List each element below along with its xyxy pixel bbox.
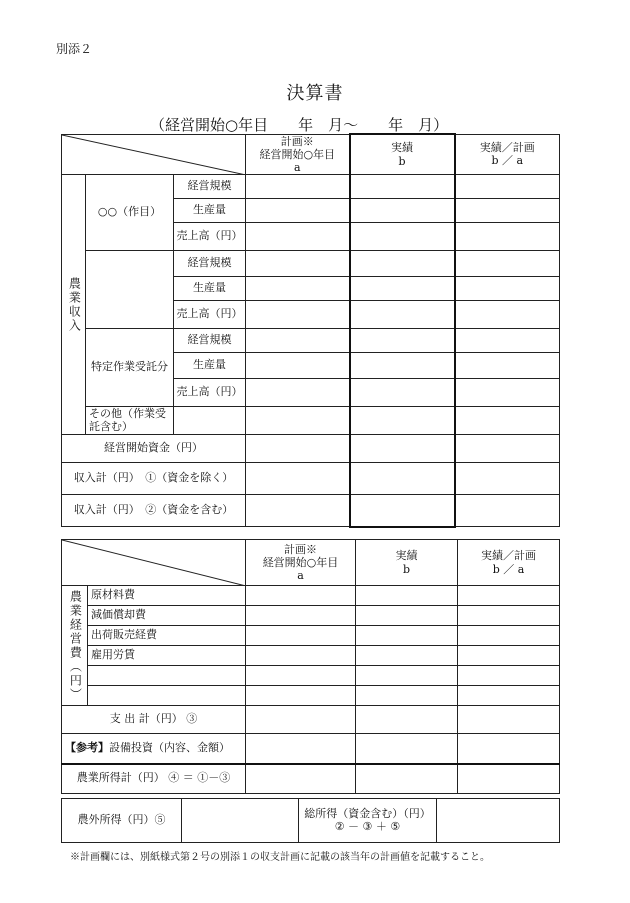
sales-label: 売上高（円） bbox=[174, 379, 246, 407]
input-cell[interactable] bbox=[356, 586, 458, 606]
output-label: 生産量 bbox=[174, 277, 246, 301]
total-income-line2: ② － ③ ＋ ⑤ bbox=[334, 819, 401, 833]
reference-text: 設備投資（内容、金額） bbox=[109, 740, 230, 754]
input-cell[interactable] bbox=[350, 463, 455, 495]
farm-income-total-label: 農業所得計（円） ④ ＝ ①－③ bbox=[62, 764, 246, 794]
startup-funds-label: 経営開始資金（円） bbox=[62, 435, 246, 463]
input-cell[interactable] bbox=[455, 251, 560, 277]
input-cell[interactable] bbox=[246, 379, 350, 407]
input-cell[interactable] bbox=[455, 329, 560, 353]
input-cell[interactable] bbox=[246, 251, 350, 277]
input-cell[interactable] bbox=[350, 223, 455, 251]
input-cell[interactable] bbox=[458, 626, 560, 646]
other-income-label: その他（作業受託含む） bbox=[86, 407, 174, 435]
actual-header bbox=[356, 540, 458, 586]
actual-header-line2: b bbox=[402, 562, 411, 576]
input-cell[interactable] bbox=[246, 706, 356, 734]
plan-header-line1: 計画※ bbox=[280, 134, 314, 148]
crop2-label bbox=[86, 251, 174, 329]
ratio-header bbox=[458, 540, 560, 586]
input-cell[interactable] bbox=[246, 301, 350, 329]
input-cell[interactable] bbox=[437, 799, 560, 843]
input-cell[interactable] bbox=[458, 734, 560, 764]
input-cell[interactable] bbox=[246, 626, 356, 646]
input-cell[interactable] bbox=[246, 666, 356, 686]
input-cell[interactable] bbox=[350, 353, 455, 379]
input-cell[interactable] bbox=[246, 646, 356, 666]
input-cell[interactable] bbox=[356, 646, 458, 666]
input-cell[interactable] bbox=[350, 251, 455, 277]
input-cell[interactable] bbox=[356, 706, 458, 734]
contract-work-label: 特定作業受託分 bbox=[86, 329, 174, 407]
output-label: 生産量 bbox=[174, 199, 246, 223]
ratio-header bbox=[455, 134, 560, 175]
input-cell[interactable] bbox=[350, 407, 455, 435]
total-income-label bbox=[299, 799, 437, 843]
income-table bbox=[61, 133, 560, 528]
diagonal-line bbox=[62, 135, 246, 175]
input-cell[interactable] bbox=[246, 495, 350, 527]
nonfarm-income-label: 農外所得（円）⑤ bbox=[62, 799, 182, 843]
input-cell[interactable] bbox=[455, 463, 560, 495]
reference-tag: 【参考】 bbox=[65, 740, 109, 754]
input-cell[interactable] bbox=[246, 764, 356, 794]
input-cell[interactable] bbox=[246, 463, 350, 495]
input-cell[interactable] bbox=[458, 764, 560, 794]
input-cell[interactable] bbox=[246, 223, 350, 251]
input-cell[interactable] bbox=[246, 686, 356, 706]
input-cell[interactable] bbox=[246, 435, 350, 463]
input-cell[interactable] bbox=[455, 223, 560, 251]
expense-item bbox=[88, 666, 246, 686]
scale-label: 経営規模 bbox=[174, 329, 246, 353]
input-cell[interactable] bbox=[350, 379, 455, 407]
input-cell[interactable] bbox=[455, 495, 560, 527]
plan-header-line3: a bbox=[293, 160, 301, 174]
input-cell[interactable] bbox=[356, 764, 458, 794]
summary-table bbox=[61, 798, 560, 843]
sales-label: 売上高（円） bbox=[174, 223, 246, 251]
scale-label: 経営規模 bbox=[174, 175, 246, 199]
input-cell[interactable] bbox=[458, 666, 560, 686]
input-cell[interactable] bbox=[246, 353, 350, 379]
income-total-1-label: 収入計（円） ①（資金を除く） bbox=[62, 463, 246, 495]
ratio-header-line2: b ／ a bbox=[491, 154, 524, 168]
input-cell[interactable] bbox=[350, 435, 455, 463]
input-cell[interactable] bbox=[458, 686, 560, 706]
farm-expense-label: 農業経営費（円） bbox=[62, 586, 88, 706]
input-cell[interactable] bbox=[350, 495, 455, 527]
actual-header-line2: b bbox=[398, 154, 406, 168]
expense-total-label: 支 出 計（円） ③ bbox=[62, 706, 246, 734]
empty-cell bbox=[174, 407, 246, 435]
header-diagonal-cell bbox=[62, 540, 246, 586]
ratio-header-line1: 実績／計画 bbox=[481, 549, 536, 563]
input-cell[interactable] bbox=[182, 799, 299, 843]
annex-label: 別添２ bbox=[56, 42, 93, 56]
input-cell[interactable] bbox=[455, 379, 560, 407]
period-label: （経営開始○年目 年 月～ 年 月） bbox=[150, 116, 449, 134]
input-cell[interactable] bbox=[455, 407, 560, 435]
input-cell[interactable] bbox=[356, 606, 458, 626]
sales-label: 売上高（円） bbox=[174, 301, 246, 329]
input-cell[interactable] bbox=[246, 329, 350, 353]
income-total-2-label: 収入計（円） ②（資金を含む） bbox=[62, 495, 246, 527]
input-cell[interactable] bbox=[356, 626, 458, 646]
input-cell[interactable] bbox=[350, 277, 455, 301]
plan-header-line2: 経営開始○年目 bbox=[262, 555, 339, 569]
output-label: 生産量 bbox=[174, 353, 246, 379]
crop1-label: ○○（作目） bbox=[86, 175, 174, 251]
input-cell[interactable] bbox=[455, 353, 560, 379]
input-cell[interactable] bbox=[246, 175, 350, 199]
expense-item: 出荷販売経費 bbox=[88, 626, 246, 646]
input-cell[interactable] bbox=[455, 301, 560, 329]
farm-income-label: 農業収入 bbox=[62, 175, 86, 435]
expense-item bbox=[88, 686, 246, 706]
plan-header bbox=[246, 134, 350, 175]
input-cell[interactable] bbox=[458, 586, 560, 606]
input-cell[interactable] bbox=[246, 734, 356, 764]
input-cell[interactable] bbox=[350, 301, 455, 329]
input-cell[interactable] bbox=[246, 407, 350, 435]
actual-header-line1: 実績 bbox=[395, 549, 418, 563]
expense-item: 雇用労賃 bbox=[88, 646, 246, 666]
expense-item: 減価償却費 bbox=[88, 606, 246, 626]
input-cell[interactable] bbox=[356, 734, 458, 764]
input-cell[interactable] bbox=[246, 606, 356, 626]
input-cell[interactable] bbox=[356, 666, 458, 686]
actual-header bbox=[350, 134, 455, 175]
footnote: ※計画欄には、別紙様式第２号の別添１の収支計画に記載の該当年の計画値を記載すること。 bbox=[70, 852, 490, 863]
page-title: 決算書 bbox=[286, 83, 344, 104]
input-cell[interactable] bbox=[350, 175, 455, 199]
diagonal-line bbox=[62, 540, 246, 586]
input-cell[interactable] bbox=[455, 175, 560, 199]
input-cell[interactable] bbox=[455, 277, 560, 301]
input-cell[interactable] bbox=[350, 329, 455, 353]
input-cell[interactable] bbox=[246, 199, 350, 223]
ratio-header-line1: 実績／計画 bbox=[479, 141, 535, 155]
input-cell[interactable] bbox=[455, 435, 560, 463]
scale-label: 経営規模 bbox=[174, 251, 246, 277]
plan-header-line3: a bbox=[297, 569, 304, 583]
input-cell[interactable] bbox=[458, 606, 560, 626]
input-cell[interactable] bbox=[246, 586, 356, 606]
ratio-header-line2: b ／ a bbox=[492, 562, 525, 576]
plan-header-line2: 経営開始○年目 bbox=[259, 147, 336, 161]
input-cell[interactable] bbox=[458, 706, 560, 734]
plan-header bbox=[246, 540, 356, 586]
expense-item: 原材料費 bbox=[88, 586, 246, 606]
total-income-line1: 総所得（資金含む）（円） bbox=[304, 806, 431, 820]
plan-header-line1: 計画※ bbox=[284, 542, 317, 556]
input-cell[interactable] bbox=[246, 277, 350, 301]
input-cell[interactable] bbox=[458, 646, 560, 666]
actual-header-line1: 実績 bbox=[391, 141, 414, 155]
header-diagonal-cell bbox=[62, 134, 246, 175]
input-cell[interactable] bbox=[350, 199, 455, 223]
input-cell[interactable] bbox=[356, 686, 458, 706]
capex-reference-label bbox=[62, 734, 246, 764]
expense-table bbox=[61, 539, 560, 794]
input-cell[interactable] bbox=[455, 199, 560, 223]
